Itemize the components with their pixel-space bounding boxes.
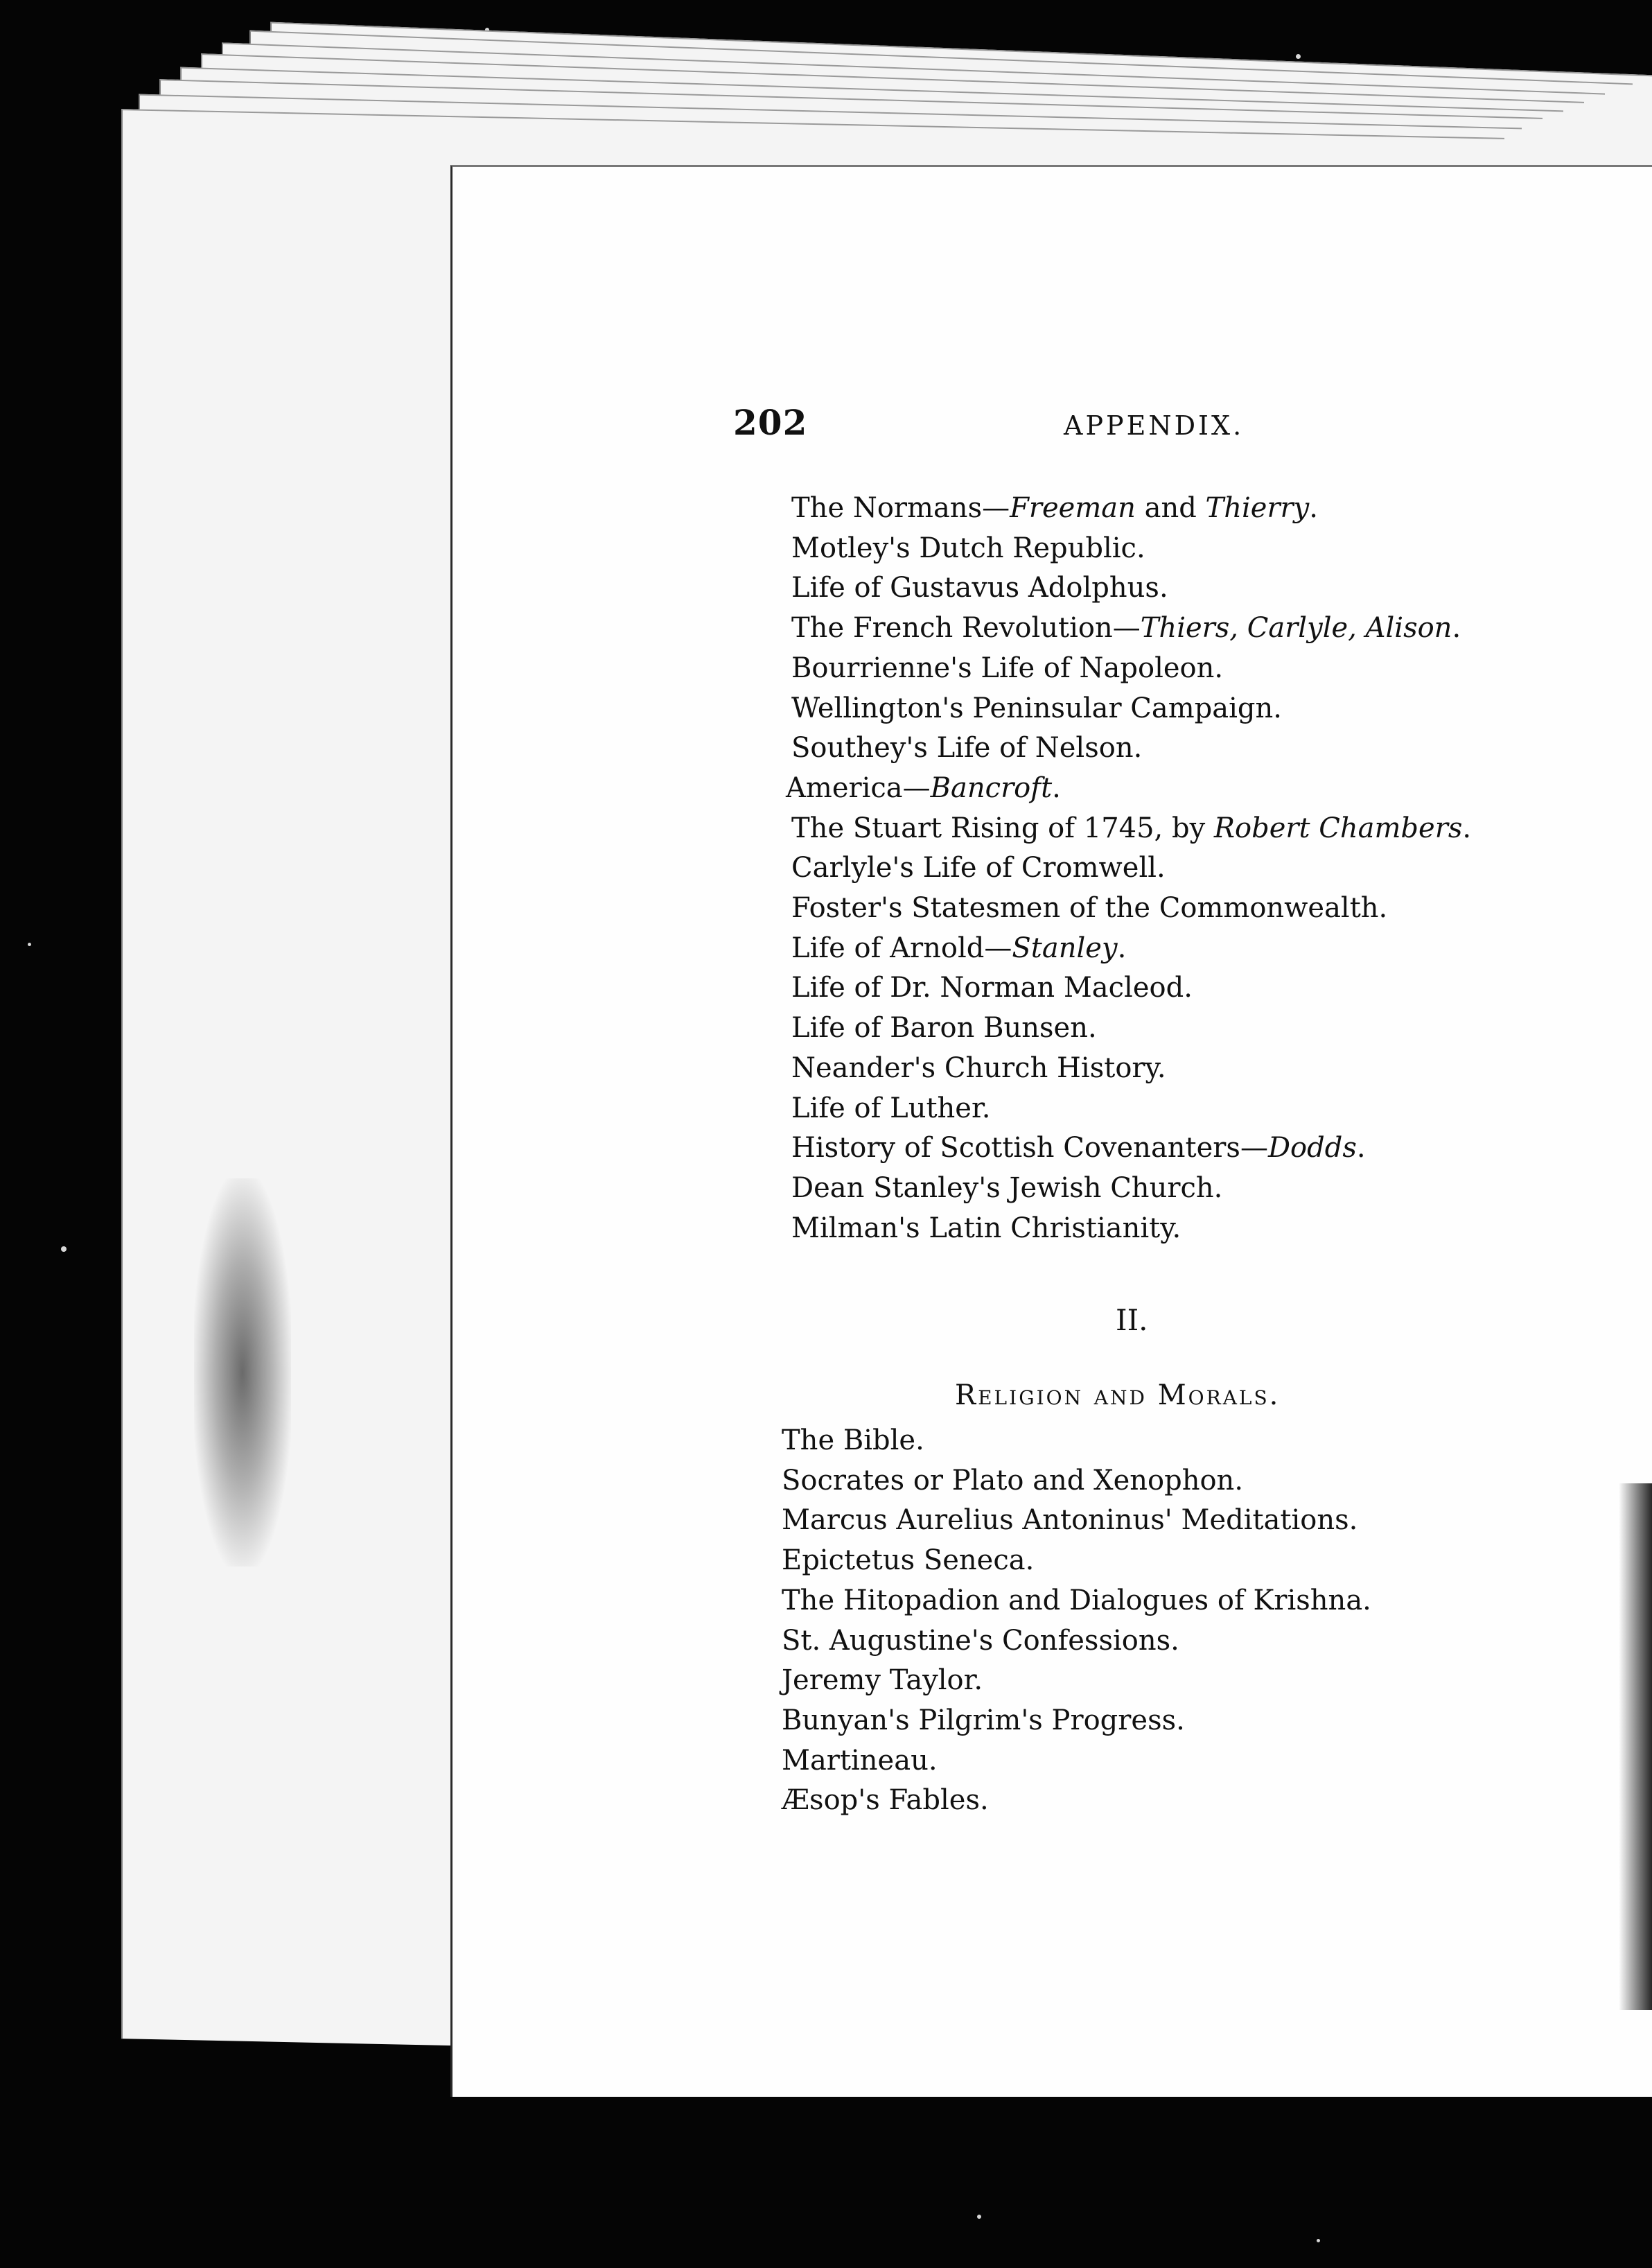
book-title: Southey's Life of Nelson. <box>791 732 1143 765</box>
history-list-item <box>791 968 1471 1009</box>
book-title: Milman's Latin Christianity. <box>791 1212 1181 1244</box>
author-name: Robert Chambers <box>1213 812 1463 844</box>
history-list-item <box>791 889 1471 929</box>
author-name: Bancroft <box>930 771 1053 804</box>
running-head: APPENDIX. <box>1064 410 1245 441</box>
section-numeral: II. <box>1116 1303 1148 1337</box>
book-title: Dean Stanley's Jewish Church. <box>791 1171 1223 1204</box>
religion-list-item: Epictetus Seneca. <box>782 1544 1035 1577</box>
book-title: . <box>1452 612 1461 645</box>
book-title: . <box>1356 1132 1366 1164</box>
author-name: Dodds <box>1267 1132 1357 1164</box>
religion-list-item: Marcus Aurelius Antoninus' Meditations. <box>782 1504 1358 1537</box>
history-list-item <box>791 489 1471 529</box>
book-title: . <box>1462 812 1472 844</box>
book-title: . <box>1309 492 1318 524</box>
history-list-item <box>791 609 1471 649</box>
book-title: Bourrienne's Life of Napoleon. <box>791 652 1224 684</box>
religion-list-item: The Hitopadion and Dialogues of Krishna. <box>782 1584 1371 1616</box>
book-title: Wellington's Peninsular Campaign. <box>791 692 1283 724</box>
book-title: The Stuart Rising of 1745, by <box>791 812 1214 844</box>
history-list-item <box>791 1089 1471 1129</box>
author-name: Thiers, Carlyle, Alison <box>1140 612 1452 645</box>
religion-list-item: Æsop's Fables. <box>782 1784 989 1817</box>
book-title: Neander's Church History. <box>791 1052 1166 1084</box>
book-title: The Normans— <box>791 492 1010 524</box>
religion-list-item: St. Augustine's Confessions. <box>782 1624 1179 1657</box>
book-title: Carlyle's Life of Cromwell. <box>791 852 1166 884</box>
history-list-item <box>791 729 1471 769</box>
history-list-item <box>791 649 1471 689</box>
book-title: America— <box>786 771 931 804</box>
book-title: Life of Luther. <box>791 1092 991 1124</box>
history-list-item <box>791 1169 1471 1209</box>
book-title: and <box>1135 492 1206 524</box>
book-title: History of Scottish Covenanters— <box>791 1132 1268 1164</box>
history-list-item <box>791 1128 1471 1169</box>
history-reading-list <box>786 489 1472 1248</box>
history-list-item <box>791 568 1471 609</box>
book-title: . <box>1052 771 1061 804</box>
history-list-item <box>791 529 1471 569</box>
history-list-item <box>791 1009 1471 1049</box>
history-list-item <box>791 809 1471 849</box>
page-edge-stain <box>194 1178 291 1567</box>
section-title: Religion and Morals. <box>955 1379 1281 1411</box>
page-gutter-shadow <box>1619 1483 1652 2010</box>
book-title: Motley's Dutch Republic. <box>791 532 1145 564</box>
author-name: Freeman <box>1010 492 1136 524</box>
book-title: Life of Gustavus Adolphus. <box>791 572 1168 604</box>
history-list-item <box>791 1049 1471 1089</box>
book-title: Foster's Statesmen of the Commonwealth. <box>791 892 1388 925</box>
religion-list-item: Martineau. <box>782 1744 938 1777</box>
page-number: 202 <box>733 402 808 443</box>
religion-list-item: Bunyan's Pilgrim's Progress. <box>782 1704 1185 1736</box>
author-name: Thierry <box>1205 492 1310 524</box>
history-list-item <box>791 929 1471 969</box>
history-list-item <box>791 848 1471 889</box>
book-title: Life of Arnold— <box>791 932 1012 964</box>
book-title: Life of Dr. Norman Macleod. <box>791 972 1193 1004</box>
history-list-item <box>791 689 1471 729</box>
religion-reading-list <box>782 1421 1371 1821</box>
author-name: Stanley <box>1012 932 1118 964</box>
religion-list-item: Socrates or Plato and Xenophon. <box>782 1464 1244 1497</box>
book-title: Life of Baron Bunsen. <box>791 1012 1097 1045</box>
religion-list-item: Jeremy Taylor. <box>782 1664 983 1697</box>
history-list-item <box>791 1209 1471 1249</box>
history-list-item <box>786 769 1471 809</box>
book-title: The French Revolution— <box>791 612 1141 645</box>
book-title: . <box>1117 932 1127 964</box>
religion-list-item: The Bible. <box>782 1424 924 1456</box>
